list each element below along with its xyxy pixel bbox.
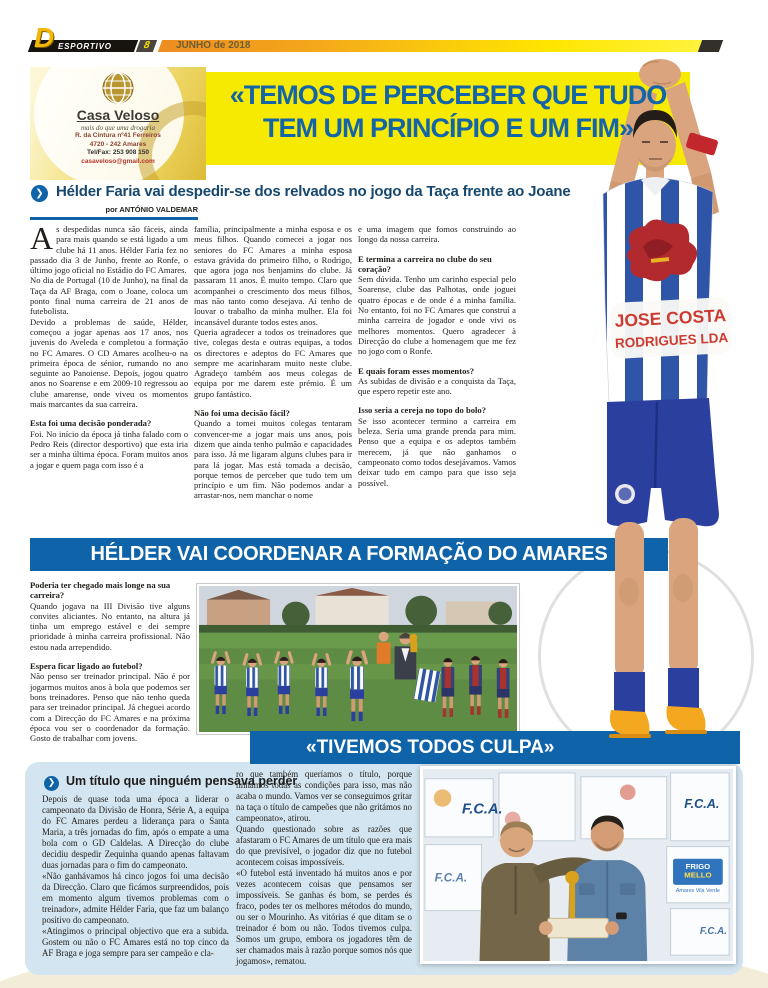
article-column-2 (194, 224, 352, 501)
ad-email: casaveloso@gmail.com (81, 157, 155, 165)
article-paragraph: As subidas de divisão e a conquista da Taça, que espero repetir este ano. (358, 375, 516, 397)
bottom-kicker: Um título que ninguém pensava perder (66, 774, 298, 788)
culpa-column-2 (236, 769, 412, 967)
article-paragraph: «O futebol está inventado há muitos anos e por vezes acontecem coisas que pensamos ser impossíveis. Se ganhas és bom, se perdes és fraco, podes ter os melhores métodos do mundo, ou ser o Mourinho. As vitórias é que ditam se o treinador é bom ou não. Todos tivemos culpa. Somos um grupo, embora os jogadores têm de ser chamados mais à razão porque somos nós que jogamos», rematou. (236, 868, 412, 966)
player-photo-helder-faria (553, 52, 748, 738)
article-paragraph: Devido a problemas de saúde, Hélder, começou a jogar apenas aos 17 anos, nos juvenis do Aveleda e completou a formação no FC Amares. O CD Amares acolheu-o na primeira época de sénior, rumando no ano seguinte ao Panoiense. Depois, jogou quatro anos no Soarense e em 2009-10 regressou ao clube amarense, onde viveu os momentos mais marcantes da sua carreira. (30, 316, 188, 410)
article-paragraph: Se isso acontecer termino a carreira em beleza. Seria uma grande prenda para mim. Penso que a equipa e os adeptos também merecem, já que não ganhamos o campeonato como todos desejávamos. Vamos deixar tudo em campo para que isso seja possível. (358, 415, 516, 488)
masthead-logo-d: D (34, 22, 55, 53)
culpa-column-1 (42, 794, 229, 959)
chevron-right-icon: ❯ (44, 776, 59, 791)
article-column-1 (30, 220, 188, 470)
article-paragraph: e uma imagem que fomos construindo ao longo da nossa carreira. (358, 224, 516, 245)
svg-text:Amares Vila Verde: Amares Vila Verde (675, 888, 720, 895)
formacao-column (30, 580, 190, 743)
article-paragraph: Depois de quase toda uma época a liderar o campeonato da Divisão de Honra, Série A, a equipa do FC Amares perdeu a liderança para o Santa Maria, a três jornadas do fim, após o empate a uma bola com o GD Caldelas. A Direcção do clube decidiu despedir Zequinha quando apenas faltavam duas jornadas para o fim do campeonato. (42, 794, 229, 870)
question-heading: Não foi uma decisão fácil? (194, 408, 290, 419)
question-heading: Espera ficar ligado ao futebol? (30, 661, 143, 672)
ad-tagline: mais do que uma drogaria (80, 124, 156, 132)
article-paragraph: Não penso ser treinador principal. Não é por jogarmos muitos anos à bola que podemos ser bons treinadores. Penso que não tenho queda para ser treinador principal. Já cheguei acordo com a Direcção do FC Amares e na próxima época vou ser o coordenador da formação. Gosto de trabalhar com jovens. (30, 671, 190, 744)
article-paragraph: família, principalmente a minha esposa e os meus filhos. Quando comecei a jogar nos seniores do FC Amares a minha esposa estava grávida do primeiro filho, o Rodrigo, que agora joga nos benjamins do clube. Já passaram 11 anos. É muito tempo. Claro que acompanhei o crescimento dos meus filhos, mas não tanto como desejava. Aí tenho de louvar o trabalho da minha mulher. Ela foi incansável durante todos estes anos. (194, 224, 352, 327)
backdrop-fca-text: F.C.A. (434, 871, 468, 885)
byline: por ANTÓNIO VALDEMAR (30, 205, 198, 220)
section-banner-formacao: HÉLDER VAI COORDENAR A FORMAÇÃO DO AMARES (30, 538, 668, 571)
main-headline (206, 79, 690, 145)
section-banner-culpa: «TIVEMOS TODOS CULPA» (250, 731, 740, 764)
article-paragraph: Queria agradecer a todos os treinadores que tive, colegas desta e outras equipas, a todos os directores e adeptos do FC Amares que sempre me acarinharam muito neste clube. Agradeço também aos meus colegas de equipa por me darem este prémio. É um grupo fantástico. (194, 326, 352, 399)
article-paragraph: No dia de Portugal (10 de Junho), na final da Taça da AF Braga, com o Joane, coloca um ponto final numa carreira de 21 anos de futebolista. (30, 275, 188, 317)
question-heading: E termina a carreira no clube do seu coração? (358, 253, 492, 274)
ad-business-name: Casa Veloso (76, 107, 160, 123)
team-tribute-photo (197, 584, 519, 734)
backdrop-fca-text: F.C.A. (461, 801, 503, 818)
globe-icon (101, 71, 135, 105)
question-heading: Poderia ter chegado mais longe na sua carreira? (30, 580, 171, 601)
article-column-3 (358, 224, 516, 488)
article-paragraph: As despedidas nunca são fáceis, ainda para mais quando se está ligado a um clube há 11 anos. Hélder Faria fez no passado dia 3 de Junho, frente ao Ronfe, o último jogo oficial no Estádio do FC Amares. (30, 220, 188, 276)
question-heading: Isso seria a cereja no topo do bolo? (358, 405, 487, 416)
question-heading: E quais foram esses momentos? (358, 365, 475, 376)
svg-text:MELLO: MELLO (684, 870, 712, 880)
chevron-right-icon: ❯ (31, 185, 48, 202)
svg-text:FRIGO: FRIGO (685, 861, 711, 871)
edition-date: JUNHO de 2018 (176, 40, 251, 51)
headline-line2: TEM UM PRINCÍPIO E UM FIM» (262, 113, 633, 143)
date-bar-end-cap (698, 40, 723, 52)
frigo-mello-board (673, 858, 724, 895)
trophy-presentation-photo (420, 766, 736, 964)
svg-text:RODRIGUES LDA: RODRIGUES LDA (614, 330, 729, 351)
article-paragraph: Sem dúvida. Tenho um carinho especial pelo Soarense, clube das Palhotas, onde joguei quatro épocas e de onde é a minha família. No entanto, foi no FC Amares que construí a minha carreira de jogador e onde vivi os melhores momentos. Quero agradecer à Direcção do clube a homenagem que me fez no jogo com o Ronfe. (358, 274, 516, 357)
article-paragraph: Quando jogava na III Divisão tive alguns convites aliciantes. No entanto, na altura já tinha um emprego estável e dei sempre prioridade à minha carreira profissional. Não estou nada arrependido. (30, 600, 190, 652)
article-paragraph: Foi. No início da época já tinha falado com o Pedro Reis (director desportivo) que esta iria ser a minha última época. Foram muitos anos a jogar e quem paga com isso é a (30, 428, 188, 470)
backdrop-fca-text: F.C.A. (684, 796, 720, 811)
advert-casa-veloso (30, 67, 206, 180)
article-paragraph: Quando questionado sobre as razões que afastaram o FC Amares de um título que era mais do que previsível, o jogador diz que no futebol acontecem coisas impossíveis. (236, 824, 412, 867)
question-heading: Esta foi uma decisão ponderada? (30, 418, 152, 429)
ad-address-line2: 4720 - 242 Amares (89, 140, 147, 148)
headline-line1: «TEMOS DE PERCEBER QUE TUDO (229, 80, 667, 110)
page-number: 8 (136, 40, 157, 52)
article-paragraph: «Não ganhávamos há cinco jogos foi uma decisão da Direcção. Claro que ficámos surpreendidos, pois em momento algum tivemos problemas com o treinador», admite Hélder Faria, que faz um balanço positivo do campeonato. (42, 871, 229, 925)
jersey-sponsor (610, 297, 733, 359)
subheadline: Hélder Faria vai despedir-se dos relvados no jogo da Taça frente ao Joane (56, 183, 571, 200)
article-paragraph: Quando a tomei muitos colegas tentaram convencer-me a jogar mais uns anos, pois dizem que ainda tenho pulmão e capacidades para isso. Já me ligaram alguns clubes para ir para lá jogar. Mas está tomada a decisão, porque temos de perceber que tudo tem um princípio e um fim. Não podemos andar a arrastar-nos, nem manchar o nome (194, 418, 352, 501)
article-paragraph: ro que também queríamos o título, porque tínhamos todas as condições para isso, mas não acaba o mundo. Vamos ver se conseguimos gritar na taça o título de campeões que não gritámos no campeonato», atirou. (236, 769, 412, 823)
ad-phone: Tel/Fax: 253 908 150 (86, 149, 150, 156)
backdrop-fca-text: F.C.A. (699, 925, 727, 937)
svg-text:JOSE COSTA: JOSE COSTA (614, 305, 727, 331)
masthead-logo-text: ESPORTIVO (58, 42, 112, 51)
article-paragraph: «Atingimos o principal objectivo que era a subida. Gostem ou não o FC Amares está no top cinco da AF Braga e joga sempre para ser campeão e cla- (42, 926, 229, 958)
ad-address-line1: R. da Cintura nº41 Ferreiros (75, 132, 161, 139)
